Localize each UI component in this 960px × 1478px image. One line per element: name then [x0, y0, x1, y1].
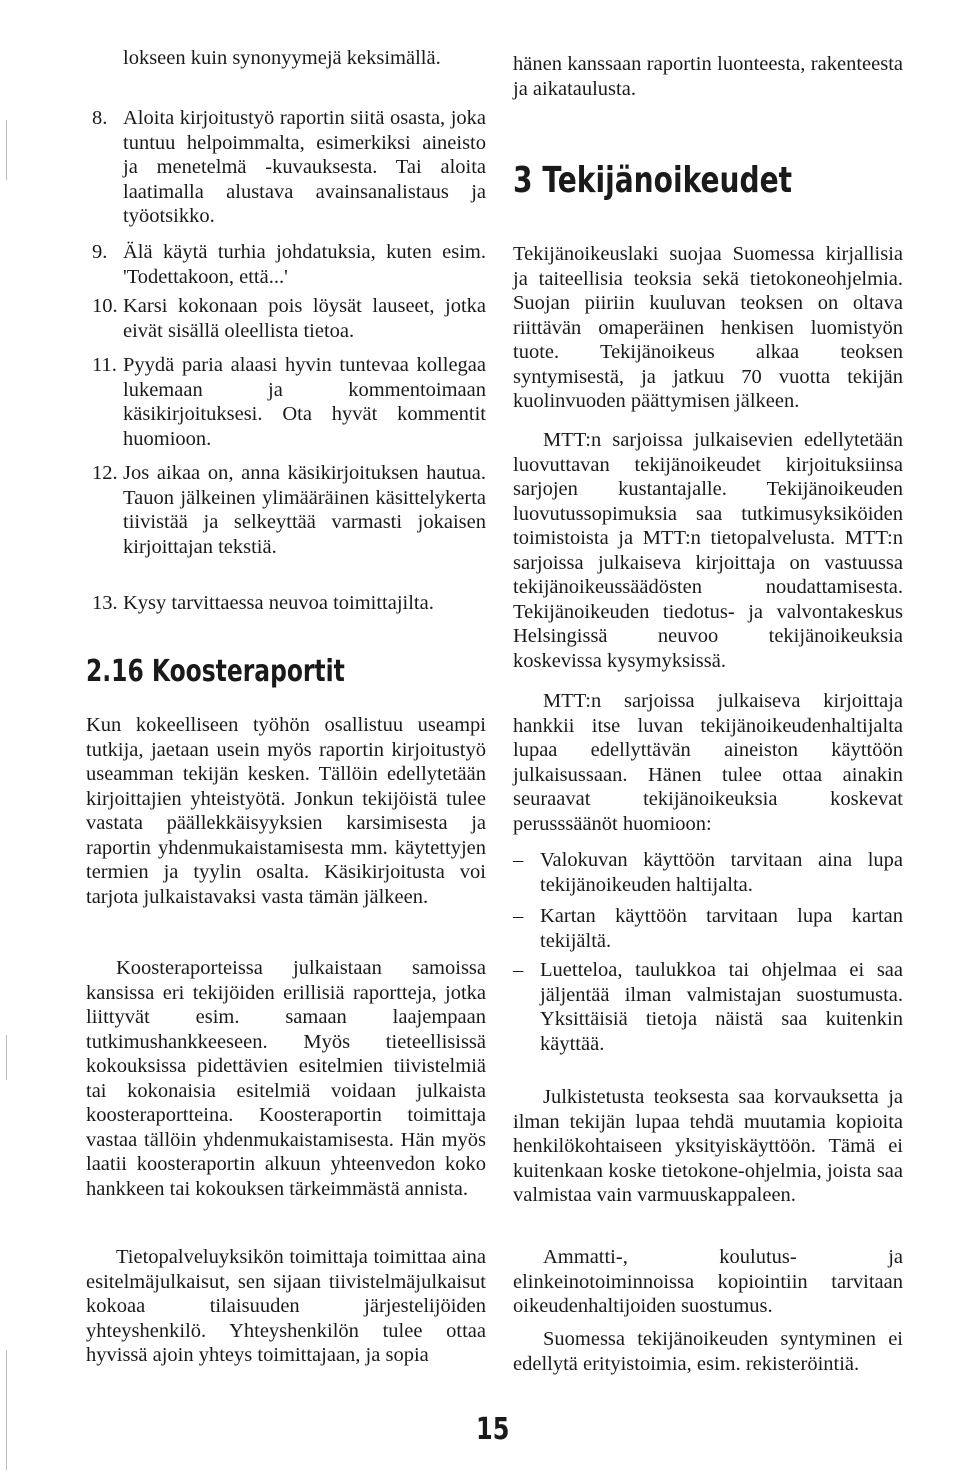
- list-item: [92, 591, 486, 616]
- section-heading: 2.16 Koosteraportit: [86, 654, 345, 689]
- list-item-text: Aloita kirjoitustyö raportin siitä osasta, joka tuntuu helpoimmalta, esimerkiksi aineisto ja menetelmä -kuvauksesta. Tai aloita laatimalla alustava avainsanalistaus ja työotsikko.: [123, 107, 486, 227]
- list-item-text: Älä käytä turhia johdatuksia, kuten esim. 'Todettakoon, että...': [123, 241, 486, 288]
- list-item-number: 10.: [92, 295, 118, 317]
- list-item-text: Jos aikaa on, anna käsikirjoituksen hautua. Tauon jälkeinen ylimääräinen käsittelykerta tiivistää ja selkeyttää varmasti jokaisen kirjoittajan tekstiä.: [123, 462, 486, 558]
- paragraph: Kun kokeelliseen työhön osallistuu useampi tutkija, jaetaan usein myös raportin kirjoitustyö useamman tekijän kesken. Tällöin edellytetään kirjoittajien yhteistyötä. Jonkun tekijöistä tulee vastata päällekkäisyyksien karsimisesta ja raportin yhdenmukaistamisesta mm. käytettyjen termien ja tyylin osalta. Käsikirjoitusta voi tarjota julkaistavaksi vasta tämän jälkeen.: [86, 714, 486, 908]
- list-item-text: Karsi kokonaan pois löysät lauseet, jotka eivät sisällä oleellista tietoa.: [123, 295, 486, 342]
- list-item-text: Luetteloa, taulukkoa tai ohjelmaa ei saa jäljentää ilman valmistajan suostumusta. Yksittäisiä tietoja näistä saa kuitenkin käyttää.: [540, 959, 903, 1055]
- paragraph: MTT:n sarjoissa julkaiseva kirjoittaja hankkii itse luvan tekijänoikeudenhaltijalta lupaa edellyttävän aineiston käyttöön julkaisussaan. Hänen tulee ottaa ainakin seuraavat tekijänoikeuksia koskevat perusssäänöt huomioon:: [513, 690, 903, 835]
- list-item-number: 11.: [92, 354, 117, 376]
- dash-bullet: –: [513, 849, 524, 871]
- list-item: [92, 461, 486, 559]
- list-item: [513, 904, 903, 953]
- list-item-text: Valokuvan käyttöön tarvitaan aina lupa tekijänoikeuden haltijalta.: [540, 849, 903, 896]
- paragraph: MTT:n sarjoissa julkaisevien edellytetään luovuttavan tekijänoikeudet kirjoituksiinsa sarjojen kustantajalle. Tekijänoikeuden luovutussopimuksia saa tutkimusyksiköiden toimistoista ja MTT:n tietopalvelusta. MTT:n sarjoissa julkaiseva kirjoittaja on vastuussa tekijänoikeussäädösten noudattamisesta. Tekijänoikeuden tiedotus- ja valvontakeskus Helsingissä neuvoo tekijänoikeuksia koskevissa kysymyksissä.: [513, 429, 903, 672]
- paragraph: Julkistetusta teoksesta saa korvauksetta ja ilman tekijän lupaa tehdä muutamia kopioita henkilökohtaiseen yksityiskäyttöön. Tämä ei kuitenkaan koske tietokone-ohjelmia, joista saa valmistaa vain varmuuskappaleen.: [513, 1086, 903, 1206]
- list-item-text: Kartan käyttöön tarvitaan lupa kartan tekijältä.: [540, 905, 903, 952]
- paragraph: Tekijänoikeuslaki suojaa Suomessa kirjallisia ja taiteellisia teoksia sekä tietokoneohjelmia. Suojan piiriin kuuluvan teoksen on oltava riittävän omaperäinen henkisen luomistyön tuote. Tekijänoikeus alkaa teoksen syntymisestä, ja jatkuu 70 vuotta tekijän kuolinvuoden päättymisen jälkeen.: [513, 243, 903, 412]
- left-intro-text: lokseen kuin synonyymejä keksimällä.: [123, 47, 441, 69]
- dash-bullet: –: [513, 959, 524, 981]
- paragraph: Koosteraporteissa julkaistaan samoissa kansissa eri tekijöiden erillisiä raportteja, jotka liittyvät esim. samaan laajempaan tutkimushankkeeseen. Myös tieteellisissä kokouksissa pidettävien esitelmien tiivistelmiä tai kokonaisia esitelmiä voidaan julkaista koosteraportteina. Koosteraportin toimittaja vastaa tällöin yhdenmukaistamisesta. Hän myös laatii koosteraportin alkuun yhteenvedon koko hankkeen tai kokouksen tärkeimmästä annista.: [86, 957, 486, 1200]
- paragraph: Suomessa tekijänoikeuden syntyminen ei edellytä erityistoimia, esim. rekisteröintiä.: [513, 1328, 903, 1375]
- chapter-heading: 3 Tekijänoikeudet: [513, 160, 793, 201]
- list-item-text: Kysy tarvittaessa neuvoa toimittajilta.: [123, 592, 434, 614]
- list-item: [92, 106, 486, 229]
- list-item-number: 9.: [92, 241, 108, 263]
- list-item-number: 12.: [92, 462, 118, 484]
- list-item-text: Pyydä paria alaasi hyvin tuntevaa kollegaa lukemaan ja kommentoimaan käsikirjoituksesi. Ota hyvät kommentit huomioon.: [123, 354, 486, 450]
- dash-bullet: –: [513, 905, 524, 927]
- list-item-number: 13.: [92, 592, 118, 614]
- right-intro-text: hänen kanssaan raportin luonteesta, rakenteesta ja aikataulusta.: [513, 53, 903, 100]
- list-item-number: 8.: [92, 107, 108, 129]
- list-item: [92, 353, 486, 451]
- paragraph: Ammatti-, koulutus- ja elinkeinotoiminnoissa kopiointiin tarvitaan oikeudenhaltijoiden suostumus.: [513, 1246, 903, 1317]
- paragraph: Tietopalveluyksikön toimittaja toimittaa aina esitelmäjulkaisut, sen sijaan tiivistelmäjulkaisut kokoaa tilaisuuden järjestelijöiden yhteyshenkilö. Yhteyshenkilön tulee ottaa hyvissä ajoin yhteys toimittajaan, ja sopia: [86, 1246, 486, 1366]
- page-number: 15: [476, 1412, 510, 1447]
- list-item: [513, 958, 903, 1056]
- list-item: [92, 240, 486, 289]
- list-item: [513, 848, 903, 897]
- list-item: [92, 294, 486, 343]
